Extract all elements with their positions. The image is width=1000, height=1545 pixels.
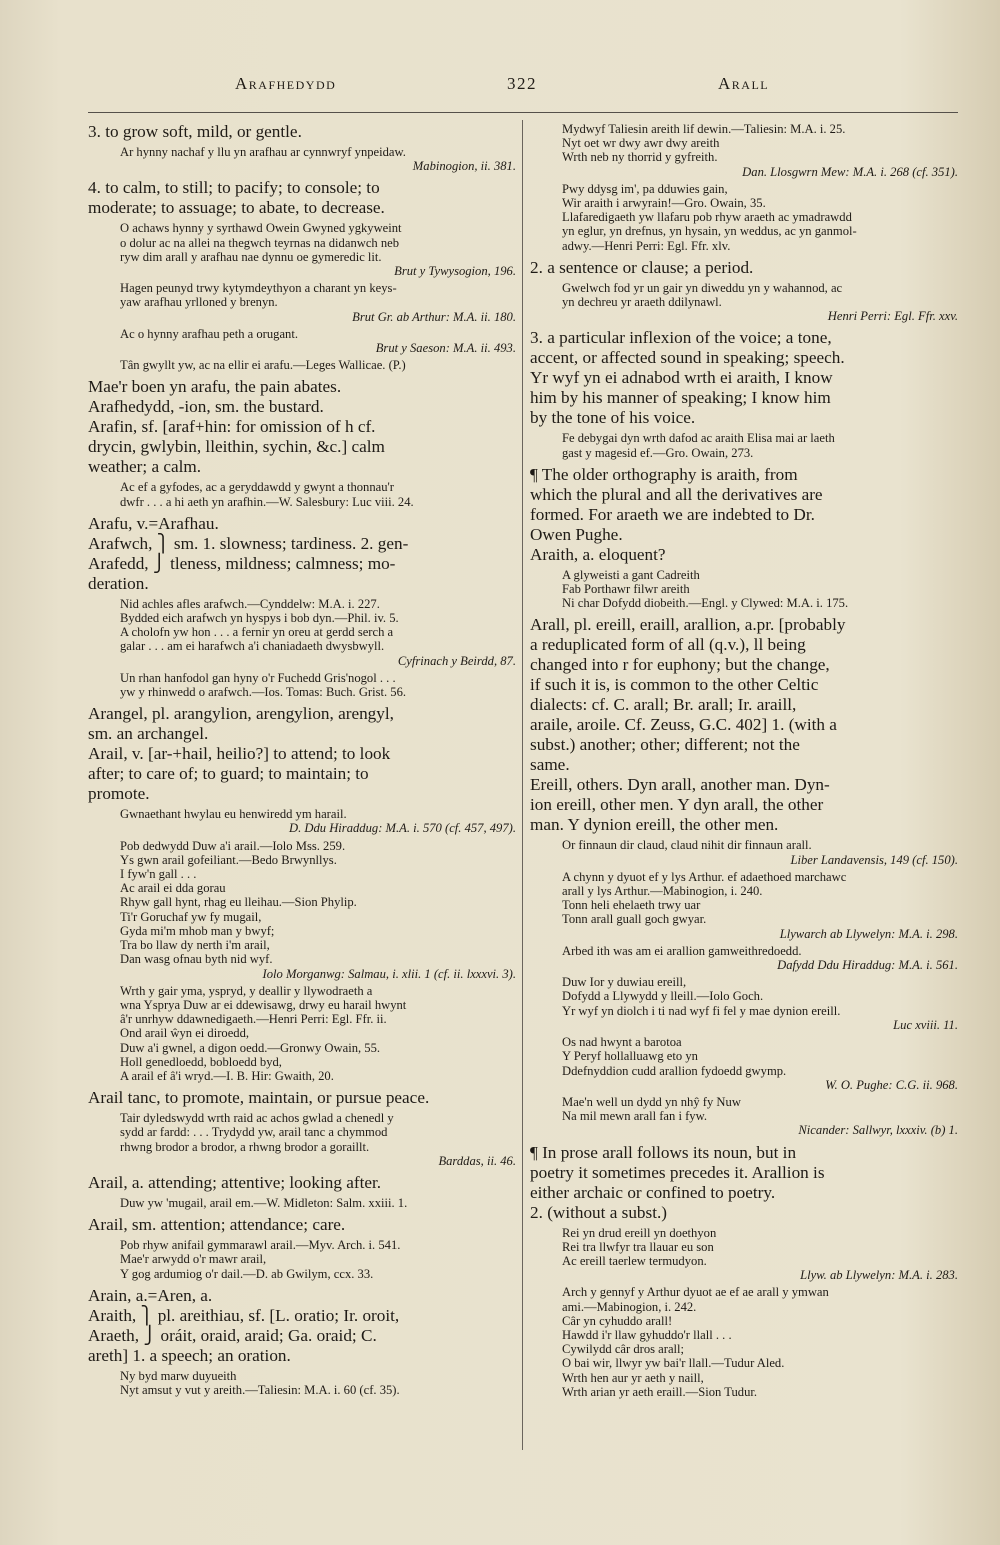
- running-header: [90, 74, 958, 104]
- right-column: [530, 122, 958, 1399]
- entry-line: areth] 1. a speech; an oration.: [88, 1345, 291, 1365]
- quotation-line: dwfr . . . a hi aeth yn arafhin.—W. Salesbury: Luc viii. 24.: [120, 494, 414, 509]
- quotation-line: Gyda mi'm mhob man y bwyf;: [120, 923, 275, 938]
- quotation-line: arall y lys Arthur.—Mabinogion, i. 240.: [562, 884, 763, 899]
- entry-line: moderate; to assuage; to abate, to decrease.: [88, 198, 385, 218]
- page-number: 322: [507, 74, 537, 93]
- quotation-line: yn dechreu yr araeth ddilynawl.: [562, 295, 722, 310]
- quotation-line: Duw a'i gwnel, a digon oedd.—Gronwy Owain, 55.: [120, 1040, 381, 1055]
- quotation-line: Ar hynny nachaf y llu yn arafhau ar cynnwryf ynpeidaw.: [120, 145, 406, 159]
- quotation-line: Ny byd marw duyueith: [120, 1368, 237, 1383]
- quotation-line: Cywilydd câr dros arall;: [562, 1342, 685, 1357]
- entry-line: Arafedd, ⎭ tleness, mildness; calmness; mo-: [88, 553, 396, 573]
- quotation-line: O achaws hynny y syrthawd Owein Gwyned ygkyweint: [120, 221, 402, 236]
- citation-line: Iolo Morganwg: Salmau, i. xlii. 1 (cf. ii. lxxxvi. 3).: [262, 966, 516, 981]
- entry-line: either archaic or confined to poetry.: [530, 1182, 776, 1202]
- quotation-line: Ni char Dofydd diobeith.—Engl. y Clywed: M.A. i. 175.: [562, 596, 849, 611]
- quotation-line: Ac ereill taerlew termudyon.: [562, 1253, 707, 1268]
- citation-line: Liber Landavensis, 149 (cf. 150).: [790, 852, 958, 867]
- entry-line: araile, aroile. Cf. Zeuss, G.C. 402] 1. (with a: [530, 715, 837, 735]
- quotation-line: Pwy ddysg im', pa dduwies gain,: [562, 181, 728, 196]
- quotation-line: Ti'r Goruchaf yw fy mugail,: [120, 909, 262, 924]
- quotation-line: Hagen peunyd trwy kytymdeythyon a charant yn keys-: [120, 281, 397, 296]
- quotation-line: Duw Ior y duwiau ereill,: [562, 975, 687, 990]
- entry-line: Araith, ⎫ pl. areithiau, sf. [L. oratio; Ir. oroit,: [88, 1305, 400, 1325]
- quotation-line: Wir araith i arwyrain!—Gro. Owain, 35.: [562, 196, 766, 211]
- quotation-line: Pob dedwydd Duw a'i arail.—Iolo Mss. 259.: [120, 838, 346, 853]
- header-rule: [88, 112, 958, 113]
- quotation-line: Mae'r arwydd o'r mawr arail,: [120, 1252, 267, 1267]
- quotation-line: Y gog ardumiog o'r dail.—D. ab Gwilym, ccx. 33.: [120, 1266, 374, 1281]
- citation-line: W. O. Pughe: C.G. ii. 968.: [825, 1077, 958, 1092]
- quotation-line: yaw arafhau yrlloned y brenyn.: [120, 295, 278, 310]
- entry-line: Arall, pl. ereill, eraill, arallion, a.pr. [probably: [530, 615, 846, 635]
- quotation-line: sydd ar fardd: . . . Trydydd yw, arail tanc a chymmod: [120, 1125, 388, 1140]
- quotation-line: yw y rhinwedd o arafwch.—Ios. Tomas: Buch. Grist. 56.: [120, 685, 407, 700]
- entry-line: Mae'r boen yn arafu, the pain abates.: [88, 377, 342, 397]
- quotation-line: Ys gwn arail gofeiliant.—Bedo Brwynllys.: [120, 852, 337, 867]
- citation-line: Luc xviii. 11.: [893, 1017, 958, 1032]
- entry-line: 2. (without a subst.): [530, 1202, 668, 1222]
- quotation-line: Nyt amsut y vut y areith.—Taliesin: M.A. i. 60 (cf. 35).: [120, 1382, 400, 1397]
- quotation-line: Ac o hynny arafhau peth a orugant.: [120, 326, 298, 341]
- quotation-line: Ond arail ŵyn ei diroedd,: [120, 1026, 250, 1041]
- citation-line: Brut y Tywysogion, 196.: [394, 264, 516, 279]
- column-divider: [522, 120, 523, 1450]
- quotation-line: ryw dim arall y arafhau nae dynnu oe gymeredic lit.: [120, 249, 382, 264]
- entry-line: ion ereill, other men. Y dyn arall, the other: [530, 795, 824, 815]
- entry-line: a reduplicated form of all (q.v.), ll being: [530, 635, 806, 655]
- entry-line: Arail tanc, to promote, maintain, or pursue peace.: [88, 1088, 430, 1108]
- citation-line: Brut Gr. ab Arthur: M.A. ii. 180.: [352, 309, 516, 324]
- quotation-line: Gwelwch fod yr un gair yn diweddu yn y wahannod, ac: [562, 280, 843, 295]
- quotation-line: Mydwyf Taliesin areith lif dewin.—Taliesin: M.A. i. 25.: [562, 122, 846, 136]
- quotation-line: Gwnaethant hwylau eu henwiredd ym harail.: [120, 807, 347, 822]
- entry-line: accent, or affected sound in speaking; speech.: [530, 348, 845, 368]
- quotation-line: Ac arail ei dda gorau: [120, 881, 226, 896]
- quotation-line: Mae'n well un dydd yn nhŷ fy Nuw: [562, 1094, 741, 1109]
- citation-line: D. Ddu Hiraddug: M.A. i. 570 (cf. 457, 497).: [288, 821, 516, 836]
- entry-line: 2. a sentence or clause; a period.: [530, 257, 754, 277]
- entry-line: ¶ The older orthography is araith, from: [530, 464, 798, 484]
- entry-line: Owen Pughe.: [530, 524, 623, 544]
- quotation-line: Holl genedloedd, bobloedd byd,: [120, 1054, 282, 1069]
- quotation-line: Tra bo llaw dy nerth i'm arail,: [120, 938, 270, 953]
- entry-line: 4. to calm, to still; to pacify; to console; to: [88, 178, 380, 198]
- quotation-line: adwy.—Henri Perri: Egl. Ffr. xlv.: [562, 238, 731, 253]
- entry-line: Yr wyf yn ei adnabod wrth ei araith, I know: [530, 368, 833, 388]
- quotation-line: Yr wyf yn diolch i ti nad wyf fi fel y mae dynion ereill.: [562, 1003, 841, 1018]
- quotation-line: â'r unrhyw ddawnedigaeth.—Henri Perri: Egl. Ffr. ii.: [120, 1012, 387, 1027]
- entry-line: deration.: [88, 573, 149, 593]
- entry-line: poetry it sometimes precedes it. Arallion is: [530, 1162, 825, 1182]
- quotation-line: A chynn y dyuot ef y lys Arthur. ef adaethoed marchawc: [562, 869, 847, 884]
- quotation-line: rhwng brodor a brodor, a rhwng brodor a goraillt.: [120, 1139, 370, 1154]
- citation-line: Brut y Saeson: M.A. ii. 493.: [375, 341, 516, 356]
- citation-line: Barddas, ii. 46.: [438, 1153, 516, 1168]
- entry-line: after; to care of; to guard; to maintain; to: [88, 764, 369, 784]
- entry-line: Arail, a. attending; attentive; looking after.: [88, 1172, 382, 1192]
- quotation-line: Wrth hen aur yr aeth y naill,: [562, 1370, 704, 1385]
- quotation-line: Ddefnyddion cudd arallion fydoedd gwymp.: [562, 1063, 787, 1078]
- quotation-line: Câr yn cyhuddo arall!: [562, 1313, 673, 1328]
- entry-line: Arain, a.=Aren, a.: [88, 1285, 213, 1305]
- quotation-line: Na mil mewn arall fan i fyw.: [562, 1109, 708, 1124]
- quotation-line: Llafaredigaeth yw llafaru pob rhyw araeth ac ymadrawdd: [562, 210, 852, 225]
- citation-line: Dan. Llosgwrn Mew: M.A. i. 268 (cf. 351).: [742, 164, 958, 179]
- entry-line: Arafwch, ⎫ sm. 1. slowness; tardiness. 2. gen-: [88, 533, 409, 553]
- quotation-line: Duw yw 'mugail, arail em.—W. Midleton: Salm. xxiii. 1.: [120, 1195, 408, 1210]
- quotation-line: A arail ef â'i wryd.—I. B. Hir: Gwaith, 20.: [120, 1068, 334, 1083]
- quotation-line: Hawdd i'r llaw gyhuddo'r llall . . .: [562, 1327, 732, 1342]
- quotation-line: Tân gwyllt yw, ac na ellir ei arafu.—Leges Wallicae. (P.): [120, 358, 406, 373]
- citation-line: Llyw. ab Llywelyn: M.A. i. 283.: [800, 1268, 958, 1283]
- quotation-line: O bai wir, llwyr yw bai'r llall.—Tudur Aled.: [562, 1356, 785, 1371]
- entry-line: if such it is, is common to the other Celtic: [530, 675, 819, 695]
- entry-line: Araeth, ⎭ oráit, oraid, araid; Ga. oraid; C.: [88, 1325, 377, 1345]
- quotation-line: Pob rhyw anifail gymmarawl arail.—Myv. Arch. i. 541.: [120, 1238, 401, 1253]
- citation-line: Dafydd Ddu Hiraddug: M.A. i. 561.: [777, 958, 958, 973]
- quotation-line: Rhyw gall hynt, rhag eu lleihau.—Sion Phylip.: [120, 895, 357, 910]
- quotation-line: Tonn arall guall goch gwyar.: [562, 912, 707, 927]
- quotation-line: Bydded eich arafwch yn hyspys i bob dyn.—Phil. iv. 5.: [120, 611, 399, 626]
- citation-line: Nicander: Sallwyr, lxxxiv. (b) 1.: [798, 1123, 958, 1138]
- entry-line: 3. a particular inflexion of the voice; a tone,: [530, 328, 832, 348]
- header-left-guideword: Arafhedydd: [235, 74, 337, 93]
- quotation-line: gast y magesid ef.—Gro. Owain, 273.: [562, 445, 754, 460]
- entry-line: weather; a calm.: [88, 457, 202, 477]
- quotation-line: A glyweisti a gant Cadreith: [562, 567, 700, 582]
- quotation-line: Fe debygai dyn wrth dafod ac araith Elisa mai ar laeth: [562, 431, 835, 446]
- citation-line: Cyfrinach y Beirdd, 87.: [397, 653, 516, 668]
- entry-line: drycin, gwlybin, lleithin, sychin, &c.] calm: [88, 437, 385, 457]
- entry-line: 3. to grow soft, mild, or gentle.: [88, 122, 302, 141]
- quotation-line: ami.—Mabinogion, i. 242.: [562, 1299, 697, 1314]
- quotation-line: Arch y gennyf y Arthur dyuot ae ef ae arall y ymwan: [562, 1285, 829, 1300]
- quotation-line: I fyw'n gall . . .: [120, 867, 197, 882]
- citation-line: Llywarch ab Llywelyn: M.A. i. 298.: [779, 926, 958, 941]
- quotation-line: yn eglur, yn drefnus, yn hysain, yn weddus, ac yn ganmol-: [562, 224, 857, 239]
- entry-line: dialects: cf. C. arall; Br. arall; Ir. araill,: [530, 695, 797, 715]
- entry-line: Arafu, v.=Arafhau.: [88, 513, 219, 533]
- quotation-line: Dan wasg ofnau byth nid wyf.: [120, 952, 273, 967]
- entry-line: same.: [530, 755, 570, 775]
- header-right-guideword: Arall: [718, 74, 770, 93]
- entry-line: man. Y dynion ereill, the other men.: [530, 815, 779, 835]
- quotation-line: Ac ef a gyfodes, ac a geryddawdd y gwynt a thonnau'r: [120, 480, 394, 495]
- quotation-line: Un rhan hanfodol gan hyny o'r Fuchedd Gris'nogol . . .: [120, 670, 396, 685]
- quotation-line: Nid achles afles arafwch.—Cynddelw: M.A. i. 227.: [120, 596, 380, 611]
- quotation-line: Tonn heli ehelaeth trwy uar: [562, 898, 701, 913]
- entry-line: Arail, v. [ar-+hail, heilio?] to attend; to look: [88, 744, 391, 764]
- entry-line: Ereill, others. Dyn arall, another man. Dyn-: [530, 775, 830, 795]
- entry-line: Arafhedydd, -ion, sm. the bustard.: [88, 397, 324, 417]
- quotation-line: Dofydd a Llywydd y lleill.—Iolo Goch.: [562, 989, 764, 1004]
- quotation-line: Wrth neb ny thorrid y gyfreith.: [562, 150, 718, 165]
- quotation-line: Os nad hwynt a barotoa: [562, 1035, 682, 1050]
- quotation-line: A cholofn yw hon . . . a fernir yn oreu at gerdd serch a: [120, 625, 394, 640]
- quotation-line: Wrth y gair yma, yspryd, y deallir y llywodraeth a: [120, 983, 373, 998]
- entry-line: changed into r for euphony; but the change,: [530, 655, 830, 675]
- entry-line: him by his manner of speaking; I know him: [530, 388, 831, 408]
- quotation-line: Nyt oet wr dwy awr dwy areith: [562, 136, 720, 151]
- entry-line: subst.) another; other; different; not the: [530, 735, 800, 755]
- entry-line: sm. an archangel.: [88, 724, 209, 744]
- entry-line: Arangel, pl. arangylion, arengylion, arengyl,: [88, 704, 394, 724]
- entry-line: formed. For araeth we are indebted to Dr.: [530, 504, 815, 524]
- entry-line: ¶ In prose arall follows its noun, but in: [530, 1142, 797, 1162]
- quotation-line: o dolur ac na allei na thegwch teyrnas na didanwch neb: [120, 235, 400, 250]
- left-column: [88, 122, 516, 1397]
- quotation-line: Tair dyledswydd wrth raid ac achos gwlad a chenedl y: [120, 1111, 394, 1126]
- quotation-line: galar . . . am ei harafwch a'i chaniadaeth dwysbwyll.: [120, 639, 385, 654]
- entry-line: which the plural and all the derivatives are: [530, 484, 823, 504]
- quotation-line: wna Ysprya Duw ar ei ddewisawg, drwy eu harail hwynt: [120, 997, 407, 1012]
- quotation-line: Rei tra llwfyr tra llauar eu son: [562, 1239, 714, 1254]
- quotation-line: Wrth arian yr aeth eraill.—Sion Tudur.: [562, 1384, 758, 1399]
- quotation-line: Rei yn drud ereill yn doethyon: [562, 1225, 717, 1240]
- entry-line: Arafin, sf. [araf+hin: for omission of h cf.: [88, 417, 376, 437]
- entry-line: Araith, a. eloquent?: [530, 544, 666, 564]
- quotation-line: Y Peryf hollalluawg eto yn: [562, 1049, 698, 1064]
- entry-line: promote.: [88, 784, 150, 804]
- quotation-line: Or finnaun dir claud, claud nihit dir finnaun arall.: [562, 838, 812, 853]
- citation-line: Henri Perri: Egl. Ffr. xxv.: [827, 309, 958, 324]
- quotation-line: Fab Porthawr filwr areith: [562, 582, 690, 597]
- quotation-line: Arbed ith was am ei arallion gamweithredoedd.: [562, 943, 802, 958]
- citation-line: Mabinogion, ii. 381.: [412, 159, 516, 174]
- entry-line: by the tone of his voice.: [530, 408, 696, 428]
- entry-line: Arail, sm. attention; attendance; care.: [88, 1215, 346, 1235]
